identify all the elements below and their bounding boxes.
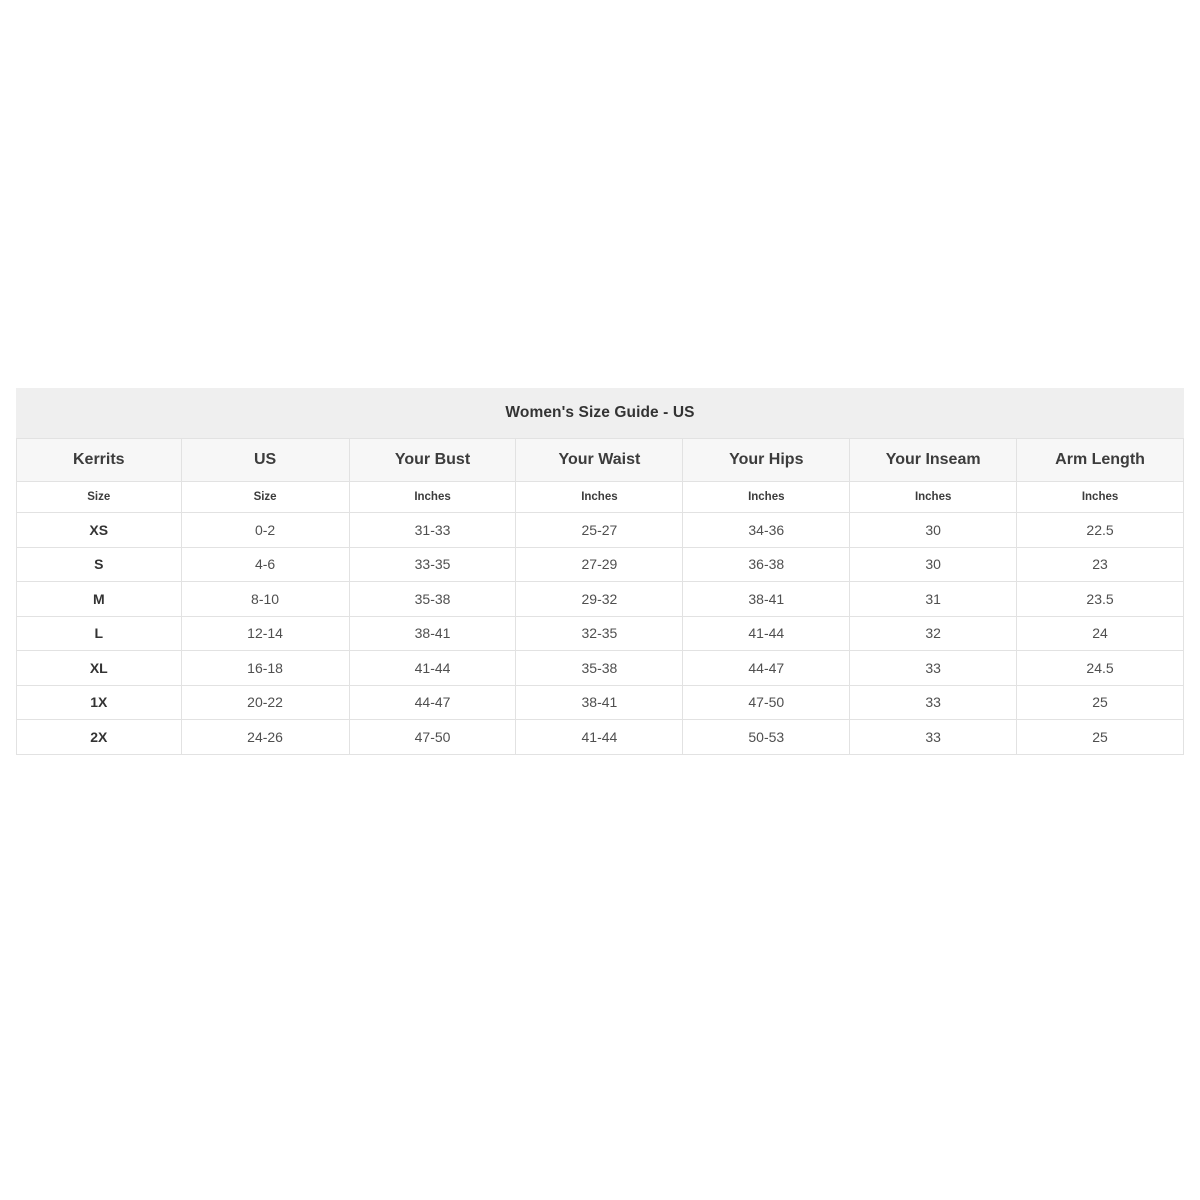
unit-inseam: Inches [850,482,1017,513]
cell-waist: 38-41 [516,685,683,720]
cell-inseam: 33 [850,651,1017,686]
cell-arm-length: 25 [1017,720,1184,755]
table-row [17,685,1184,720]
table-row [17,582,1184,617]
cell-kerrits: XS [17,513,182,548]
cell-bust: 33-35 [349,547,516,582]
cell-hips: 34-36 [683,513,850,548]
unit-us: Size [181,482,349,513]
table-header-row [17,439,1184,482]
cell-waist: 29-32 [516,582,683,617]
table-row [17,547,1184,582]
size-guide-title-bar [16,388,1184,438]
size-guide-table [16,438,1184,755]
cell-arm-length: 24 [1017,616,1184,651]
cell-waist: 27-29 [516,547,683,582]
page-title: Women's Size Guide - US [505,404,695,421]
cell-us: 16-18 [181,651,349,686]
cell-us: 20-22 [181,685,349,720]
column-header-waist: Your Waist [516,439,683,482]
column-header-inseam: Your Inseam [850,439,1017,482]
table-unit-row [17,482,1184,513]
cell-us: 8-10 [181,582,349,617]
cell-waist: 25-27 [516,513,683,548]
cell-inseam: 32 [850,616,1017,651]
cell-kerrits: 1X [17,685,182,720]
column-header-us: US [181,439,349,482]
table-row [17,720,1184,755]
cell-inseam: 33 [850,720,1017,755]
cell-kerrits: XL [17,651,182,686]
cell-hips: 38-41 [683,582,850,617]
cell-hips: 50-53 [683,720,850,755]
cell-us: 4-6 [181,547,349,582]
cell-hips: 47-50 [683,685,850,720]
cell-bust: 41-44 [349,651,516,686]
cell-us: 24-26 [181,720,349,755]
cell-us: 12-14 [181,616,349,651]
size-guide-panel [16,388,1184,755]
cell-bust: 47-50 [349,720,516,755]
unit-arm-length: Inches [1017,482,1184,513]
cell-us: 0-2 [181,513,349,548]
cell-arm-length: 23 [1017,547,1184,582]
cell-arm-length: 22.5 [1017,513,1184,548]
cell-kerrits: 2X [17,720,182,755]
column-header-hips: Your Hips [683,439,850,482]
column-header-bust: Your Bust [349,439,516,482]
cell-bust: 31-33 [349,513,516,548]
cell-waist: 41-44 [516,720,683,755]
cell-bust: 38-41 [349,616,516,651]
cell-waist: 35-38 [516,651,683,686]
cell-bust: 35-38 [349,582,516,617]
cell-arm-length: 25 [1017,685,1184,720]
cell-bust: 44-47 [349,685,516,720]
unit-kerrits: Size [17,482,182,513]
cell-arm-length: 23.5 [1017,582,1184,617]
cell-inseam: 30 [850,513,1017,548]
unit-hips: Inches [683,482,850,513]
cell-kerrits: S [17,547,182,582]
column-header-arm-length: Arm Length [1017,439,1184,482]
cell-arm-length: 24.5 [1017,651,1184,686]
table-row [17,513,1184,548]
table-row [17,651,1184,686]
column-header-kerrits: Kerrits [17,439,182,482]
cell-inseam: 33 [850,685,1017,720]
cell-kerrits: M [17,582,182,617]
cell-waist: 32-35 [516,616,683,651]
cell-hips: 44-47 [683,651,850,686]
cell-inseam: 31 [850,582,1017,617]
unit-waist: Inches [516,482,683,513]
table-row [17,616,1184,651]
unit-bust: Inches [349,482,516,513]
cell-hips: 36-38 [683,547,850,582]
cell-inseam: 30 [850,547,1017,582]
cell-hips: 41-44 [683,616,850,651]
cell-kerrits: L [17,616,182,651]
